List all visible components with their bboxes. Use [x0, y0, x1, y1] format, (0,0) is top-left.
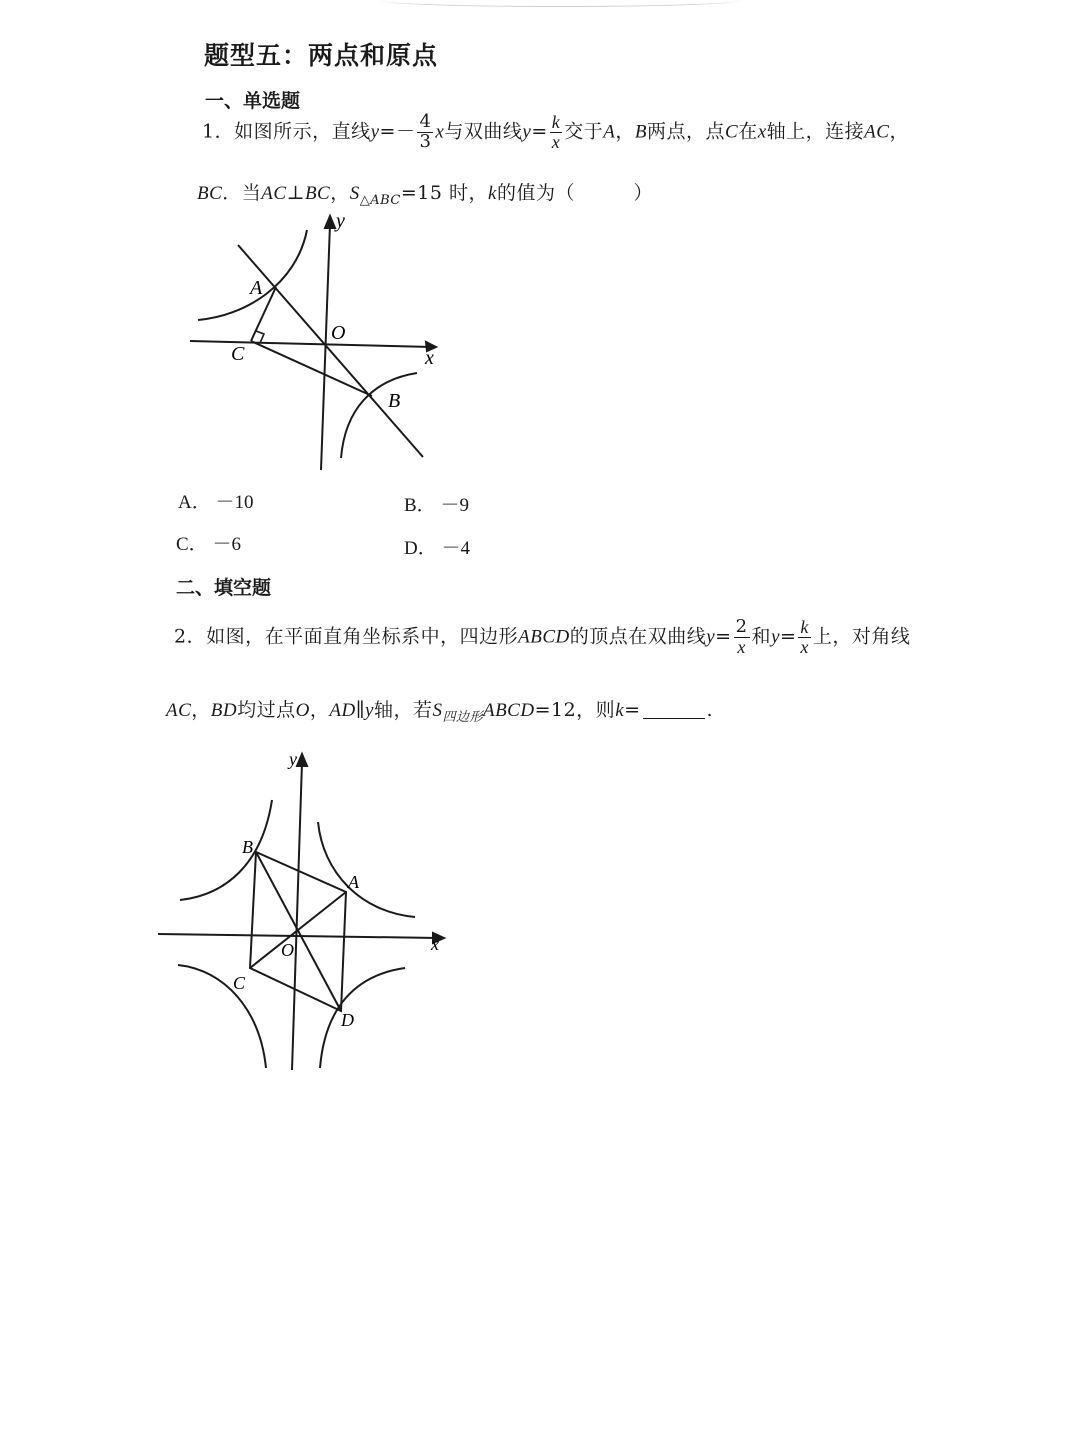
fig2-label-d: D: [341, 1010, 354, 1030]
section-heading-single-choice: 一、单选题: [205, 90, 301, 112]
fig2-y-axis: [292, 762, 302, 1070]
fraction-k-over-x: $\frac{k}{x}$: [551, 112, 561, 152]
fig2-label-x: x: [431, 934, 439, 954]
q1-number: 1．: [202, 120, 235, 143]
option-c[interactable]: C． －6: [176, 534, 241, 555]
fig2-hyperbola-branch-4th: [320, 968, 405, 1068]
fig1-label-y: y: [336, 210, 345, 232]
page-title: 题型五：两点和原点: [204, 41, 439, 70]
fig2-label-y: y: [289, 749, 297, 769]
q2-line2: AC，BD均过点O，AD∥y轴，若$S_{四边形}ABCD=12$，则k= .: [166, 699, 714, 725]
fig2-y-arrow: [297, 754, 307, 766]
fig1-label-a: A: [250, 277, 263, 299]
q1-line2: BC．当AC⊥BC，$S_{\triangle ABC}=15$ 时，k的值为（ ）: [197, 182, 653, 208]
option-a[interactable]: A． －10: [178, 492, 254, 513]
q2-line1: 2．如图，在平面直角坐标系中，四边形ABCD的顶点在双曲线y= $\frac{2}{x}$ 和y= $\frac{k}{x}$ 上，对角线: [174, 616, 911, 657]
fig1-label-x: x: [425, 347, 434, 369]
answer-blank[interactable]: [643, 717, 705, 719]
section-heading-fill-blank: 二、填空题: [176, 577, 272, 599]
fraction-k-over-x-2: $\frac{k}{x}$: [800, 617, 809, 657]
fraction-two-over-x: $\frac{2}{x}$: [735, 616, 748, 657]
fig2-label-c: C: [233, 973, 246, 993]
figure-1-coordinate-graph: [0, 0, 460, 480]
fig2-label-b: B: [242, 837, 253, 857]
fig1-label-c: C: [231, 343, 245, 365]
fraction-four-thirds: $\frac{4}{3}$: [419, 111, 432, 152]
q2-number: 2．: [174, 625, 207, 648]
option-b[interactable]: B． －9: [404, 495, 469, 516]
fig1-x-axis: [190, 341, 432, 347]
fig2-label-a: A: [348, 872, 359, 892]
q1-line1: 1．如图所示，直线y=－ $\frac{4}{3}$ x与双曲线y= $\frac{k}{x}$ 交于A，B两点，点C在x轴上，连接AC，: [202, 111, 909, 152]
fig1-hyperbola-branch-lower: [341, 373, 417, 458]
fig1-label-o: O: [331, 322, 346, 344]
fig1-label-b: B: [388, 390, 401, 412]
fig2-hyperbola-branch-2nd: [180, 800, 272, 900]
fig2-label-o: O: [281, 940, 294, 960]
fig1-line-ab: [238, 245, 423, 457]
fig1-right-angle-mark: [256, 331, 264, 343]
fig1-y-arrow: [325, 216, 335, 228]
fig1-y-axis: [321, 224, 330, 470]
option-d[interactable]: D． －4: [404, 538, 470, 559]
fig1-segment-bc: [251, 341, 372, 396]
figure-2-coordinate-graph: [0, 740, 460, 1080]
fig2-x-axis: [158, 934, 438, 938]
fig2-hyperbola-branch-3rd: [178, 965, 266, 1068]
